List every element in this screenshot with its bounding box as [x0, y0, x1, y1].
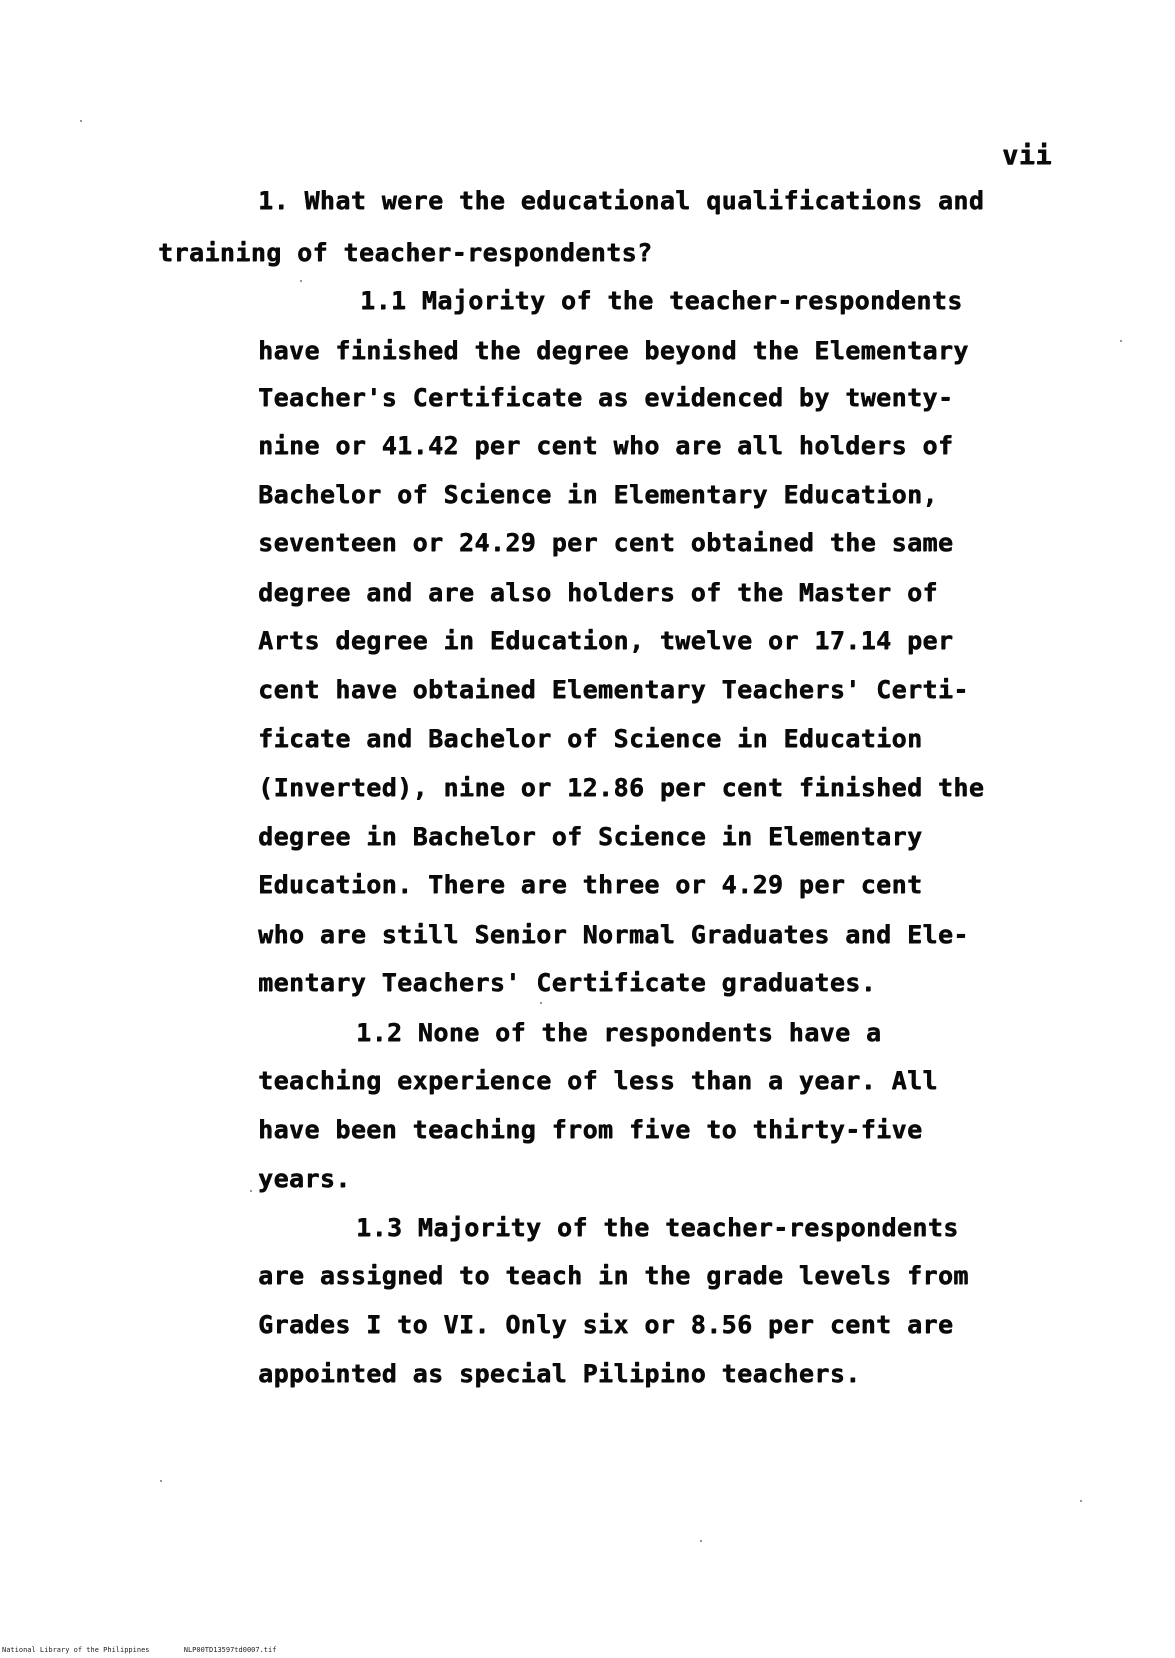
- scan-speck: [80, 120, 82, 122]
- finding-1-1-line: Education. There are three or 4.29 per cent: [258, 870, 923, 899]
- finding-1-1-line: mentary Teachers' Certificate graduates.: [258, 968, 877, 997]
- question-line: 1. What were the educational qualifications and: [258, 186, 985, 215]
- scan-speck: [250, 1190, 252, 1192]
- finding-1-1-line: ficate and Bachelor of Science in Education: [258, 724, 923, 753]
- finding-1-3-line: Grades I to VI. Only six or 8.56 per cent are: [258, 1310, 954, 1339]
- scan-footer: [2, 1646, 306, 1654]
- scan-speck: [1120, 340, 1122, 342]
- finding-1-2-line: teaching experience of less than a year. All: [258, 1066, 938, 1095]
- footer-file: NLP00TD13597td0007.tif: [183, 1646, 277, 1654]
- finding-1-1-line: degree and are also holders of the Master of: [258, 578, 938, 607]
- scan-speck: [1080, 1500, 1082, 1502]
- finding-1-1-line: (Inverted), nine or 12.86 per cent finished the: [258, 773, 985, 802]
- finding-1-1-line: Teacher's Certificate as evidenced by twenty-: [258, 383, 954, 412]
- footer-library: National Library of the Philippines: [2, 1646, 150, 1654]
- scan-speck: [160, 1480, 162, 1482]
- finding-1-3-line: appointed as special Pilipino teachers.: [258, 1359, 861, 1388]
- finding-1-1-line: seventeen or 24.29 per cent obtained the same: [258, 528, 954, 557]
- finding-1-1-line: cent have obtained Elementary Teachers' Certi-: [258, 675, 969, 704]
- finding-1-1-line: degree in Bachelor of Science in Elementary: [258, 822, 923, 851]
- finding-1-1-line: have finished the degree beyond the Elementary: [258, 336, 969, 365]
- finding-1-1-line: who are still Senior Normal Graduates and Ele-: [258, 920, 969, 949]
- finding-1-3-line: 1.3 Majority of the teacher-respondents: [356, 1213, 959, 1242]
- finding-1-1-line: Bachelor of Science in Elementary Education,: [258, 480, 938, 509]
- finding-1-1-line: 1.1 Majority of the teacher-respondents: [360, 286, 963, 315]
- scan-speck: [300, 280, 302, 282]
- finding-1-2-line: have been teaching from five to thirty-five: [258, 1115, 923, 1144]
- scan-speck: [540, 1002, 542, 1004]
- page-number: vii: [1002, 140, 1052, 171]
- finding-1-2-line: 1.2 None of the respondents have a: [356, 1018, 882, 1047]
- finding-1-2-line: years.: [258, 1164, 351, 1193]
- finding-1-3-line: are assigned to teach in the grade levels from: [258, 1261, 969, 1290]
- scan-speck: [700, 1540, 702, 1542]
- finding-1-1-line: Arts degree in Education, twelve or 17.14 per: [258, 626, 954, 655]
- question-line: training of teacher-respondents?: [158, 238, 653, 267]
- finding-1-1-line: nine or 41.42 per cent who are all holders of: [258, 431, 954, 460]
